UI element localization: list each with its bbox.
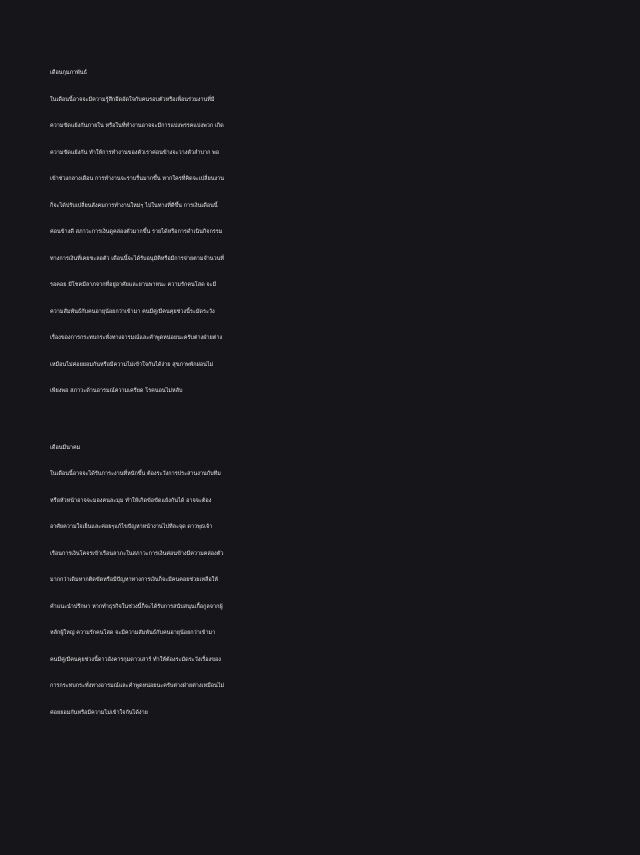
text-line: เหมือนไม่ค่อยยอมกันหรือมีความไม่เข้าใจกันได้ง่าย สุขภาพพักผ่อนไม่ (50, 361, 214, 368)
section-title: เดือนกุมภาพันธ์ (50, 70, 87, 76)
text-line: ก็จะได้ปรับเปลี่ยนสังคมการทำงานใหม่ๆ ไปในทางที่ดีขึ้น การเงินเดือนนี้ (50, 202, 218, 209)
text-line: ในเดือนนี้อาจจะมีความรู้สึกอึดอัดใจกับคนรอบตัวหรือเพื่อนร่วมงานที่มี (50, 96, 215, 103)
document-page (50, 60, 610, 756)
text-line: ความขัดแย้งกันภายใน หรือในที่ทำงานอาจจะมีการแบ่งพรรคแบ่งพวก เกิด (50, 123, 224, 129)
text-line: เข้าช่วงกลางเดือน การทำงานจะราบรื่นมากขึ้น หากใครที่คิดจะเปลี่ยนงาน (50, 176, 225, 182)
text-line: ความขัดแย้งกัน ทำให้การทำงานของตัวเราค่อนข้างจะวางตัวลำบาก พอ (50, 149, 220, 156)
text-line: ทางการเงินที่เคยชะลอตัว เดือนนี้จะได้รับอนุมัติหรือมีการจ่ายตามจำนวนที่ (50, 255, 225, 262)
text-line: ค่อยยอมกันหรือมีความไม่เข้าใจกันได้ง่าย (50, 709, 148, 716)
text-line: ความสัมพันธ์กับคนอายุน้อยกว่าเข้ามา คนมีคู่/มีคนคุยช่วงนี้ระมัดระวัง (50, 308, 215, 315)
text-line: เรื่องของการกระทบกระทั่งทางอารมณ์และคำพูดหน่อยนะครับต่างฝ่ายต่าง (50, 335, 223, 341)
text-line: คำแนะนำปรึกษา หากทำธุรกิจในช่วงนี้ก็จะได้รับการสนับสนุนเกื้อกูลจากผู้ (50, 603, 223, 610)
text-line: เรือนการเงินโคจรเข้าเรือนลาภะในสภาวะการเงินค่อนข้างมีความคล่องตัว (50, 550, 224, 557)
text-line: หรือหัวหน้าอาจจะมองคนละมุม ทำให้เกิดข้อขัดแย้งกันได้ อาจจะต้อง (50, 497, 212, 504)
section-march (50, 435, 610, 727)
text-line: หลักผู้ใหญ่ ความรักคนโสด จะมีความสัมพันธ์กับคนอายุน้อยกว่าเข้ามา (50, 630, 216, 636)
text-line: รอคอย มีโชคมีลาภจากที่อยู่อาศัยและยานพาหนะ ความรักคนโสด จะมี (50, 282, 217, 288)
text-line: การกระทบกระทั่งทางอารมณ์และคำพูดหน่อยนะครับต่างฝ่ายต่างเหมือนไม่ (50, 683, 225, 689)
section-february (50, 60, 610, 405)
text-line: อาศัยความใจเย็นและค่อยๆแก้ไขปัญหาหน้างานไปทีละจุด ดาวพุธเจ้า (50, 524, 213, 530)
text-line: ค่อนข้างดี สภาวะการเงินดูคล่องตัวมากขึ้น รายได้หรือการดำเนินกิจกรรม (50, 229, 223, 235)
section-title: เดือนมีนาคม (50, 444, 81, 451)
text-line: เพียงพอ สภาวะด้านอารมณ์ความเครียด โรคนอนไม่หลับ (50, 388, 183, 394)
text-line: ในเดือนนี้อาจจะได้รับภาระงานที่หนักขึ้น ต้องระวังการประสานงานกับทีม (50, 471, 221, 477)
text-line: มากกว่าเดิมหากติดขัดหรือมีปัญหาทางการเงินก็จะมีคนคอยช่วยเหลือให้ (50, 577, 218, 583)
text-line: คนมีคู่/มีคนคุยช่วงนี้ดาวอังคารกุมดาวเสาร์ ทำให้ต้องระมัดระวังเรื่องของ (50, 656, 221, 663)
